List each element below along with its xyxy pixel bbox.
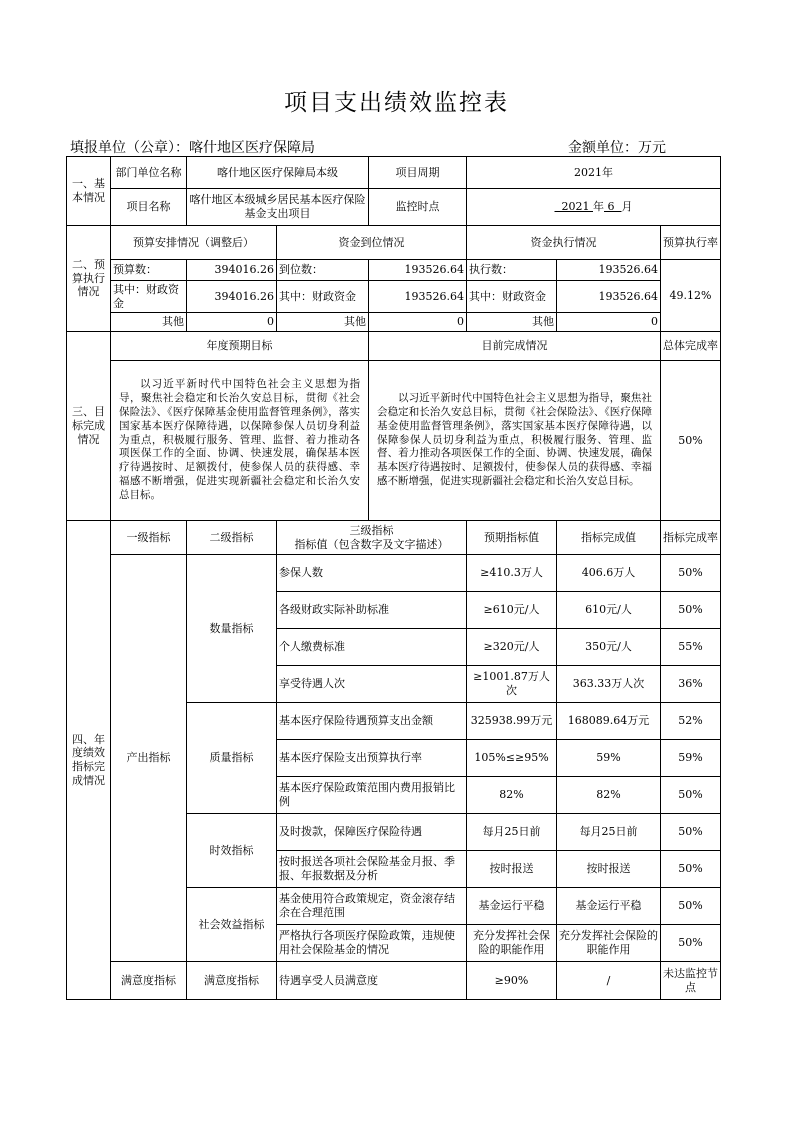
indicator-expected: 105%≤≥95% [467,740,557,777]
monitor-month: 6 [607,200,615,214]
execution-amount-label: 执行数： [467,260,557,281]
indicator-rate: 50% [661,814,721,851]
monitor-year: 2021 [561,200,590,214]
indicator-rate: 50% [661,925,721,962]
quality-indicator: 质量指标 [187,703,277,814]
output-indicator: 产出指标 [111,555,187,962]
section-budget: 二、预算执行情况 [67,226,111,332]
indicator-name: 基本医疗保险待遇预算支出金额 [277,703,467,740]
indicator-done: 82% [557,777,661,814]
indicator-name: 待遇享受人员满意度 [277,962,467,1000]
budget-header-execution: 资金执行情况 [467,226,661,260]
page-title: 项目支出绩效监控表 [284,90,509,116]
indicator-done: 基金运行平稳 [557,888,661,925]
indicator-done: 610元/人 [557,592,661,629]
budget-amount-label: 预算数： [111,260,187,281]
indicator-rate: 50% [661,555,721,592]
indicator-name: 基金使用符合政策规定，资金滚存结余在合理范围 [277,888,467,925]
budget-amount-value: 394016.26 [187,260,277,281]
header-level1: 一级指标 [111,521,187,555]
indicator-done: 充分发挥社会保险的职能作用 [557,925,661,962]
dept-value: 喀什地区医疗保障局本级 [187,157,369,189]
budget-fiscal-label: 其中：财政资金 [111,281,187,313]
indicator-name: 及时拨款，保障医疗保险待遇 [277,814,467,851]
indicator-name: 享受待遇人次 [277,666,467,703]
satisfaction-level2: 满意度指标 [187,962,277,1000]
amount-unit: 金额单位：万元 [568,140,666,156]
timeliness-indicator: 时效指标 [187,814,277,888]
indicator-rate: 50% [661,851,721,888]
section-basic: 一、基本情况 [67,157,111,226]
social-benefit-indicator: 社会效益指标 [187,888,277,962]
indicator-name: 各级财政实际补助标准 [277,592,467,629]
goals-expected-text: 以习近平新时代中国特色社会主义思想为指导，聚焦社会稳定和长治久安总目标，贯彻《社会保险法》、《医疗保障基金使用监督管理条例》，落实国家基本医疗保障待遇，以保障参保人员切身利益为重点，积极履行服务、管理、监督、着力推动各项医保工作的全面、协调、快速发展，确保基本医疗待遇按时、足额拨付，使参保人员的获得感、幸福感不断增强，促进实现新疆社会稳定和长治久安总目标。 [111,361,369,521]
header-rate: 指标完成率 [661,521,721,555]
header-level3: 三级指标 指标值（包含数字及文字描述） [277,521,467,555]
indicator-rate: 59% [661,740,721,777]
indicator-done: 59% [557,740,661,777]
indicator-name: 个人缴费标准 [277,629,467,666]
indicator-rate: 50% [661,888,721,925]
indicator-expected: ≥320元/人 [467,629,557,666]
indicator-done: 363.33万人次 [557,666,661,703]
indicator-done: / [557,962,661,1000]
arrival-other-value: 0 [369,313,467,332]
header-completed: 指标完成值 [557,521,661,555]
monitor-value: 2021 年 6 月 [467,189,721,226]
budget-fiscal-value: 394016.26 [187,281,277,313]
indicator-expected: 82% [467,777,557,814]
section-goals: 三、目标完成情况 [67,332,111,521]
project-name-label: 项目名称 [111,189,187,226]
performance-monitor-table [66,156,721,1000]
arrival-fiscal-value: 193526.64 [369,281,467,313]
arrival-fiscal-label: 其中：财政资金 [277,281,369,313]
indicator-expected: 基金运行平稳 [467,888,557,925]
indicator-expected: 充分发挥社会保险的职能作用 [467,925,557,962]
indicator-rate: 55% [661,629,721,666]
header-level2: 二级指标 [187,521,277,555]
indicator-rate: 未达监控节点 [661,962,721,1000]
indicator-expected: ≥410.3万人 [467,555,557,592]
indicator-expected: ≥610元/人 [467,592,557,629]
execution-other-value: 0 [557,313,661,332]
filling-unit: 填报单位（公章）：喀什地区医疗保障局 [70,140,315,156]
dept-label: 部门单位名称 [111,157,187,189]
indicator-rate: 36% [661,666,721,703]
arrival-other-label: 其他 [277,313,369,332]
indicator-expected: 325938.99万元 [467,703,557,740]
goals-header-rate: 总体完成率 [661,332,721,361]
section-indicators: 四、年度绩效指标完成情况 [67,521,111,1000]
goals-header-current: 目前完成情况 [369,332,661,361]
indicator-name: 严格执行各项医疗保险政策，违规使用社会保险基金的情况 [277,925,467,962]
indicator-done: 每月25日前 [557,814,661,851]
budget-other-value: 0 [187,313,277,332]
budget-execution-rate: 49.12% [661,260,721,332]
indicator-expected: 按时报送 [467,851,557,888]
arrival-amount-label: 到位数： [277,260,369,281]
quantity-indicator: 数量指标 [187,555,277,703]
indicator-done: 406.6万人 [557,555,661,592]
budget-other-label: 其他 [111,313,187,332]
indicator-name: 参保人数 [277,555,467,592]
execution-fiscal-label: 其中：财政资金 [467,281,557,313]
indicator-name: 基本医疗保险政策范围内费用报销比例 [277,777,467,814]
indicator-done: 350元/人 [557,629,661,666]
monitor-label: 监控时点 [369,189,467,226]
project-name-value: 喀什地区本级城乡居民基本医疗保险基金支出项目 [187,189,369,226]
goals-current-text: 以习近平新时代中国特色社会主义思想为指导，聚焦社会稳定和长治久安总目标，贯彻《社会保险法》、《医疗保障基金使用监督管理条例》，落实国家基本医疗保障待遇，以保障参保人员切身利益为重点，积极履行服务、管理、监督、着力推动各项医保工作的全面、协调、快速发展，确保基本医疗待遇按时、足额拨付，使参保人员的获得感、幸福感不断增强，促进实现新疆社会稳定和长治久安总目标。 [369,361,661,521]
execution-other-label: 其他 [467,313,557,332]
header-expected: 预期指标值 [467,521,557,555]
execution-fiscal-value: 193526.64 [557,281,661,313]
indicator-done: 按时报送 [557,851,661,888]
budget-header-rate: 预算执行率 [661,226,721,260]
period-value: 2021年 [467,157,721,189]
indicator-rate: 50% [661,777,721,814]
execution-amount-value: 193526.64 [557,260,661,281]
budget-header-arranged: 预算安排情况（调整后） [111,226,277,260]
satisfaction-level1: 满意度指标 [111,962,187,1000]
period-label: 项目周期 [369,157,467,189]
indicator-done: 168089.64万元 [557,703,661,740]
indicator-name: 按时报送各项社会保险基金月报、季报、年报数据及分析 [277,851,467,888]
indicator-rate: 50% [661,592,721,629]
goals-overall-rate: 50% [661,361,721,521]
budget-header-arrival: 资金到位情况 [277,226,467,260]
indicator-expected: 每月25日前 [467,814,557,851]
goals-header-expected: 年度预期目标 [111,332,369,361]
indicator-rate: 52% [661,703,721,740]
indicator-name: 基本医疗保险支出预算执行率 [277,740,467,777]
arrival-amount-value: 193526.64 [369,260,467,281]
indicator-expected: ≥1001.87万人次 [467,666,557,703]
indicator-expected: ≥90% [467,962,557,1000]
